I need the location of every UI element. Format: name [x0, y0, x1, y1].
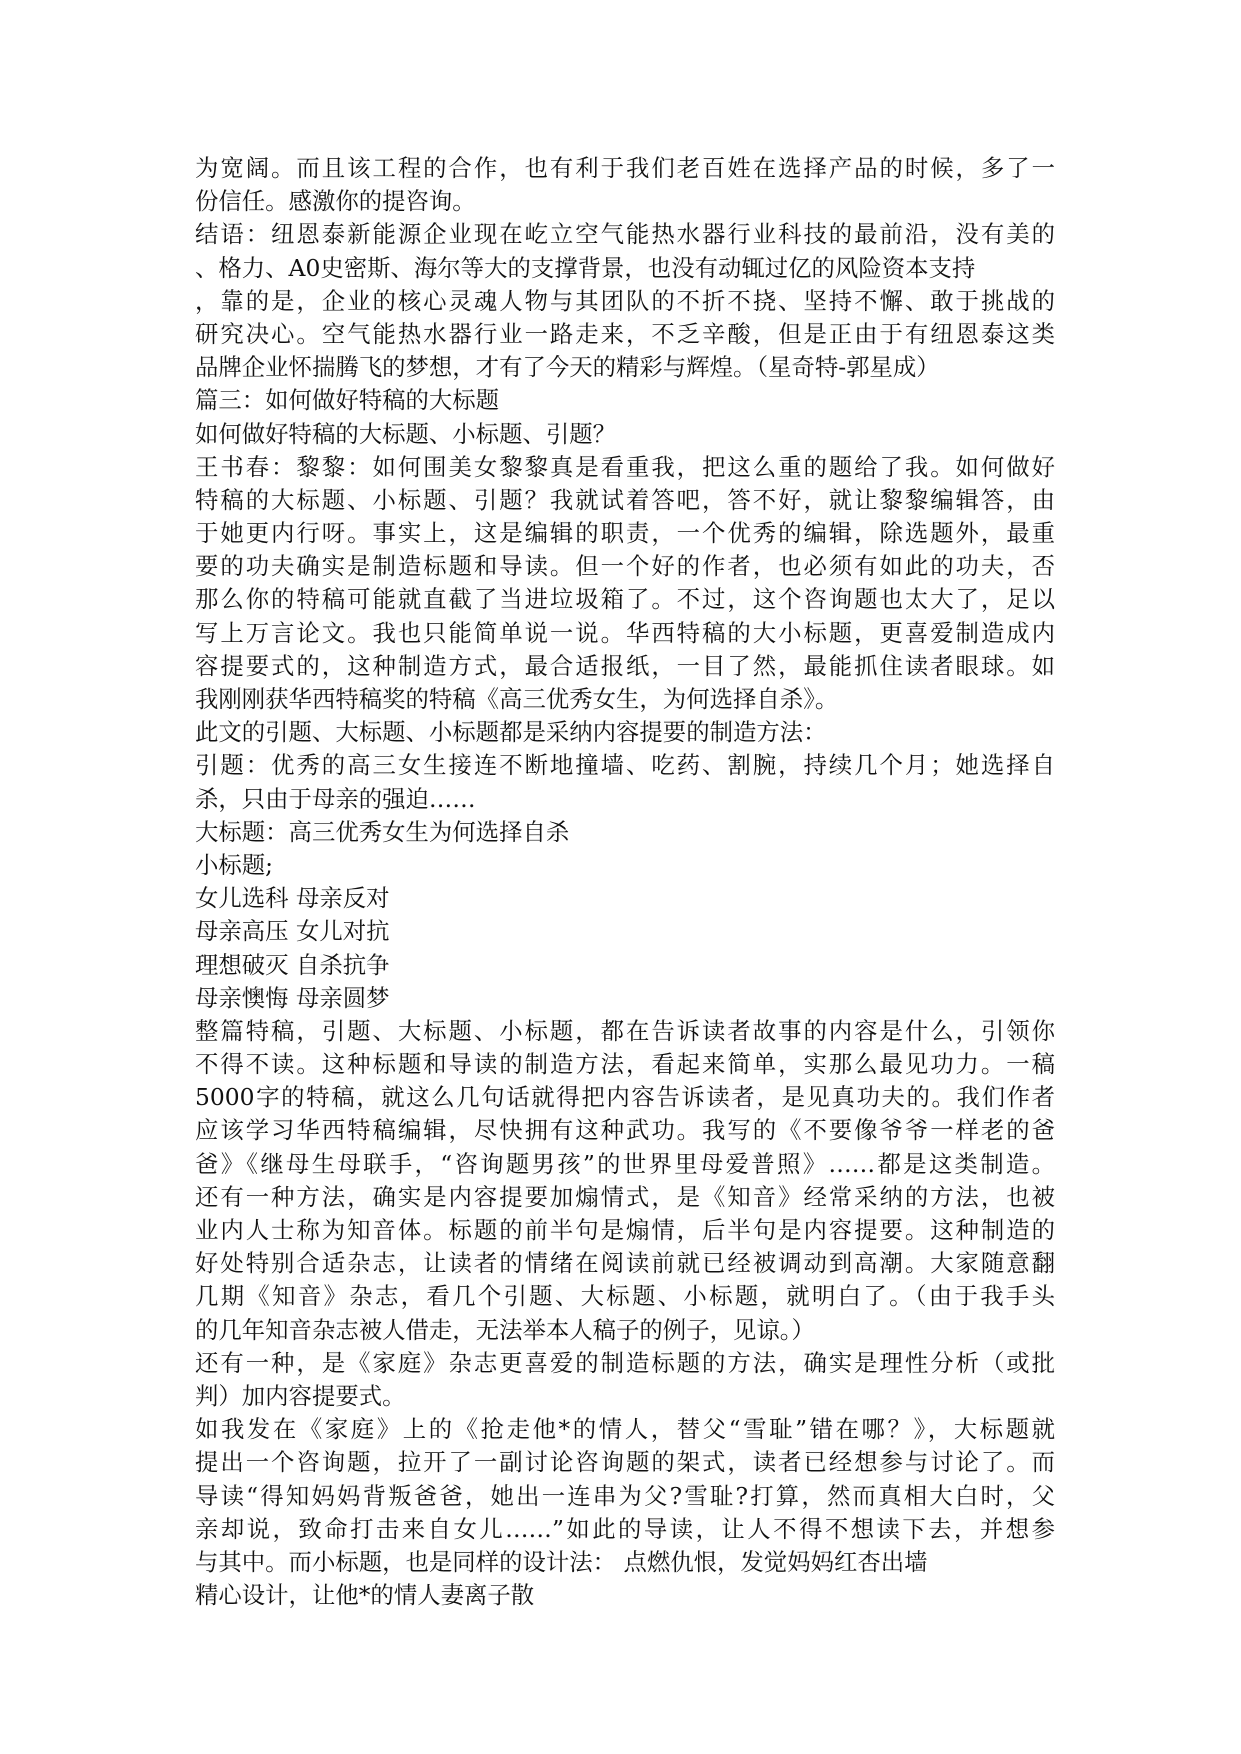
text-line: 特稿的大标题、小标题、引题？我就试着答吧，答不好，就让黎黎编辑答，由: [195, 485, 1055, 514]
text-line: 母亲高压 女儿对抗: [195, 917, 390, 946]
text-line: 亲却说，致命打击来自女儿……”如此的导读，让人不得不想读下去，并想参: [195, 1514, 1055, 1543]
text-line: 为宽阔。而且该工程的合作，也有利于我们老百姓在选择产品的时候，多了一: [195, 154, 1055, 182]
text-line: 还有一种方法，确实是内容提要加煽情式，是《知音》经常采纳的方法，也被: [195, 1182, 1055, 1211]
text-line: 、格力、A0史密斯、海尔等大的支撑背景，也没有动辄过亿的风险资本支持: [195, 253, 976, 282]
text-line: 5000字的特稿，就这么几句话就得把内容告诉读者，是见真功夫的。我们作者: [195, 1083, 1055, 1112]
text-line: 整篇特稿，引题、大标题、小标题，都在告诉读者故事的内容是什么，引领你: [195, 1016, 1055, 1045]
text-line: 如我发在《家庭》上的《抢走他*的情人，替父“雪耻”错在哪？》，大标题就: [195, 1415, 1055, 1444]
text-line: 判）加内容提要式。: [195, 1381, 406, 1410]
text-line: 结语：纽恩泰新能源企业现在屹立空气能热水器行业科技的最前沿，没有美的: [195, 220, 1055, 249]
text-line: 容提要式的，这种制造方式，最合适报纸，一目了然，最能抓住读者眼球。如: [195, 651, 1055, 680]
text-line: 业内人士称为知音体。标题的前半句是煽情，后半句是内容提要。这种制造的: [195, 1216, 1055, 1244]
text-line: 杀，只由于母亲的强迫……: [195, 784, 476, 813]
text-line: 与其中。而小标题，也是同样的设计法： 点燃仇恨，发觉妈妈红杏出墙: [195, 1547, 928, 1576]
text-line: 爸》《继母生母联手，“咨询题男孩”的世界里母爱普照》……都是这类制造。: [195, 1149, 1055, 1178]
text-line: 份信任。感激你的提咨询。: [195, 187, 476, 216]
text-line: 导读“得知妈妈背叛爸爸，她出一连串为父?雪耻?打算，然而真相大白时，父: [195, 1481, 1055, 1510]
text-line: 几期《知音》杂志，看几个引题、大标题、小标题，就明白了。（由于我手头: [195, 1282, 1055, 1311]
text-line: 提出一个咨询题，拉开了一副讨论咨询题的架式，读者已经想参与讨论了。而: [195, 1448, 1055, 1477]
text-line: 母亲懊悔 母亲圆梦: [195, 983, 390, 1012]
text-line: 此文的引题、大标题、小标题都是采纳内容提要的制造方法：: [195, 718, 827, 747]
text-line: 我刚刚获华西特稿奖的特稿《高三优秀女生，为何选择自杀》。: [195, 685, 839, 713]
text-line: 不得不读。这种标题和导读的制造方法，看起来简单，实那么最见功力。一稿: [195, 1050, 1055, 1079]
text-line: 好处特别合适杂志，让读者的情绪在阅读前就已经被调动到高潮。大家随意翻: [195, 1249, 1055, 1278]
text-line: 如何做好特稿的大标题、小标题、引题？: [195, 419, 617, 448]
text-line: 精心设计，让他*的情人妻离子散: [195, 1581, 535, 1610]
text-line: 应该学习华西特稿编辑，尽快拥有这种武功。我写的《不要像爷爷一样老的爸: [195, 1116, 1055, 1145]
text-line: 研究决心。空气能热水器行业一路走来，不乏辛酸，但是正由于有纽恩泰这类: [195, 319, 1055, 348]
text-line: 引题：优秀的高三女生接连不断地撞墙、吃药、割腕，持续几个月；她选择自: [195, 751, 1055, 780]
text-line: 小标题;: [195, 850, 274, 879]
text-line: 于她更内行呀。事实上，这是编辑的职责，一个优秀的编辑，除选题外，最重: [195, 519, 1055, 548]
text-line: 篇三：如何做好特稿的大标题: [195, 386, 500, 415]
text-line: 的几年知音杂志被人借走，无法举本人稿子的例子，见谅。）: [195, 1315, 815, 1344]
text-line: 大标题：高三优秀女生为何选择自杀: [195, 817, 570, 846]
text-line: 王书春：黎黎：如何围美女黎黎真是看重我，把这么重的题给了我。如何做好: [195, 452, 1055, 481]
text-line: 理想破灭 自杀抗争: [195, 950, 390, 979]
text-line: 要的功夫确实是制造标题和导读。但一个好的作者，也必须有如此的功夫，否: [195, 552, 1055, 581]
text-line: ，靠的是，企业的核心灵魂人物与其团队的不折不挠、坚持不懈、敢于挑战的: [195, 286, 1055, 315]
text-line: 女儿选科 母亲反对: [195, 884, 390, 913]
text-line: 还有一种，是《家庭》杂志更喜爱的制造标题的方法，确实是理性分析（或批: [195, 1348, 1055, 1377]
document-page: [195, 152, 1055, 1612]
text-line: 品牌企业怀揣腾飞的梦想，才有了今天的精彩与辉煌。（星奇特-郭星成）: [195, 353, 940, 382]
text-line: 写上万言论文。我也只能简单说一说。华西特稿的大小标题，更喜爱制造成内: [195, 618, 1055, 647]
text-line: 那么你的特稿可能就直截了当进垃圾箱了。不过，这个咨询题也太大了，足以: [195, 585, 1055, 614]
